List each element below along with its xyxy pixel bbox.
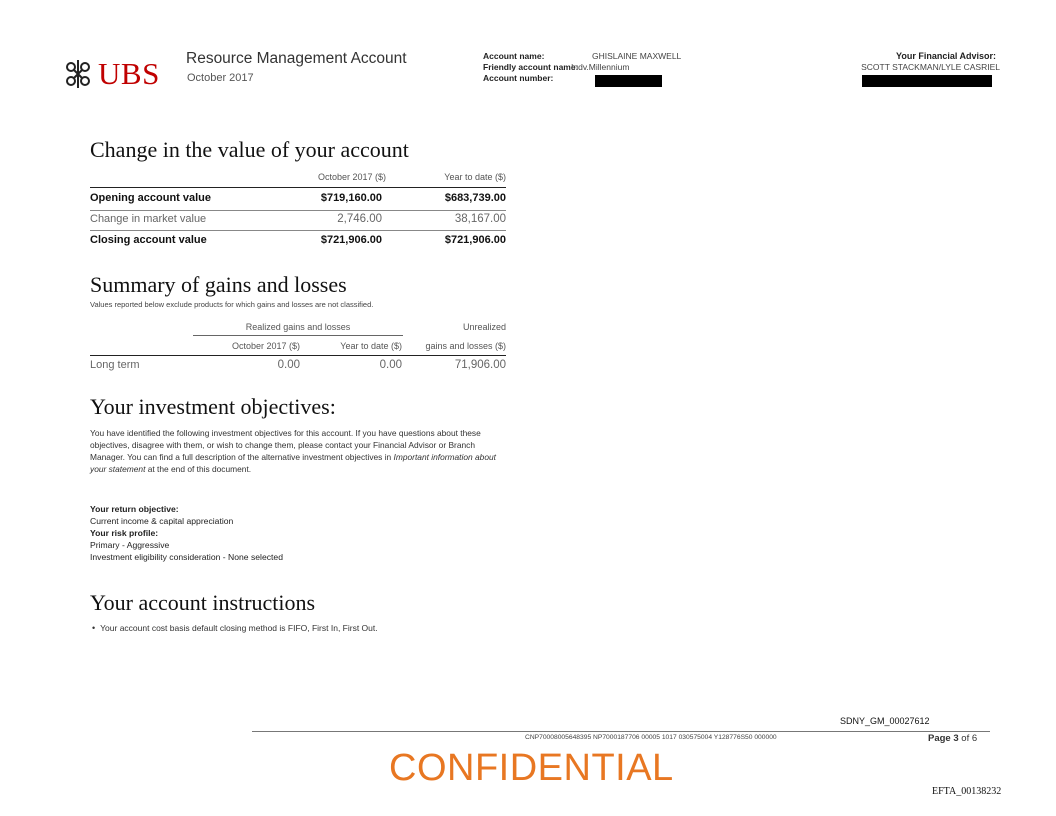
friendly-name-text: Indv.Millennium	[571, 62, 630, 72]
redacted-account-number	[595, 75, 662, 87]
confidential-stamp: CONFIDENTIAL	[389, 747, 674, 789]
account-labels	[483, 51, 578, 84]
advisor-names: SCOTT STACKMAN/LYLE CASRIEL	[861, 62, 1000, 72]
gains-section-title: Summary of gains and losses	[90, 272, 347, 297]
friendly-name-value	[571, 62, 629, 73]
objectives-text-1: You have identified the following investment objectives for this account. If you have questions about these objectives, disagree with them, or wish to change them, please contact your Financial Advisor or Branch Manager. You can find a full description of the alternative investment objectives in	[90, 428, 481, 462]
objectives-text-2: at the end of this document.	[145, 464, 252, 474]
table-row	[90, 356, 506, 376]
objectives-details	[90, 503, 510, 563]
footer-rule	[252, 731, 990, 732]
gains-col-unrealized: gains and losses ($)	[425, 341, 506, 351]
row-label: Change in market value	[90, 213, 207, 225]
row-month-value: 2,746.00	[337, 213, 382, 225]
row-ytd-value: 38,167.00	[454, 213, 506, 225]
statement-code: CNP70008005648395 NP7000187706 00005 1017 030575004 Y128776S50 000000	[525, 734, 777, 741]
redacted-advisor-info	[862, 75, 992, 87]
value-table-top-rule	[90, 187, 506, 188]
page-total: of 6	[961, 733, 978, 744]
ubs-logo-text: UBS	[98, 56, 160, 91]
row-label: Long term	[90, 359, 140, 371]
row-label: Opening account value	[90, 192, 212, 204]
efta-number: EFTA_00138232	[932, 786, 1002, 797]
account-number-label: Account number:	[483, 73, 554, 83]
statement-title: Resource Management Account	[186, 50, 407, 67]
row-ytd-value: $721,906.00	[444, 234, 506, 246]
bullet-icon: •	[92, 623, 96, 633]
friendly-name-label: Friendly account name:	[483, 62, 579, 72]
advisor-label: Your Financial Advisor:	[895, 51, 996, 61]
value-col-month: October 2017 ($)	[317, 172, 386, 182]
account-name-value	[592, 51, 681, 62]
return-objective-label: Your return objective:	[90, 504, 179, 514]
row-month-value: $721,906.00	[320, 234, 382, 246]
objectives-section-title: Your investment objectives:	[90, 394, 336, 419]
table-row	[90, 189, 506, 209]
gains-col-month: October 2017 ($)	[231, 341, 300, 351]
value-col-ytd: Year to date ($)	[444, 172, 506, 182]
instruction-text: Your account cost basis default closing method is FIFO, First In, First Out.	[100, 623, 378, 633]
account-name-text: GHISLAINE MAXWELL	[592, 51, 682, 61]
row-month-value: $719,160.00	[320, 192, 382, 204]
objectives-italic-text: Important information about your statement	[90, 452, 496, 474]
page-number	[928, 733, 977, 744]
row-month-value: 0.00	[277, 359, 300, 371]
ubs-keys-logo-icon	[62, 58, 94, 90]
instructions-section-title: Your account instructions	[90, 590, 316, 615]
objectives-paragraph	[90, 427, 510, 475]
account-name-label: Account name:	[483, 51, 545, 61]
page-current: 3	[953, 733, 959, 744]
row-ytd-value: 0.00	[379, 359, 402, 371]
row-label: Closing account value	[90, 234, 207, 246]
risk-profile-label: Your risk profile:	[90, 528, 159, 538]
row-unrealized-value: 71,906.00	[454, 359, 506, 371]
realized-header-rule	[193, 335, 403, 336]
statement-period: October 2017	[187, 72, 254, 84]
gains-note: Values reported below exclude products for which gains and losses are not classified.	[90, 300, 374, 309]
value-section-title: Change in the value of your account	[90, 137, 409, 162]
return-objective-value: Current income & capital appreciation	[90, 516, 234, 526]
risk-profile-value: Primary - Aggressive	[90, 540, 170, 550]
realized-header: Realized gains and losses	[245, 322, 351, 332]
row-ytd-value: $683,739.00	[444, 192, 506, 204]
table-row	[90, 231, 506, 251]
instruction-item	[92, 623, 378, 633]
bates-number: SDNY_GM_00027612	[840, 716, 930, 726]
table-row	[90, 210, 506, 230]
gains-col-ytd: Year to date ($)	[340, 341, 402, 351]
unrealized-header: Unrealized	[462, 322, 506, 332]
page-word: Page	[928, 733, 951, 744]
eligibility-text: Investment eligibility consideration - None selected	[90, 552, 283, 562]
